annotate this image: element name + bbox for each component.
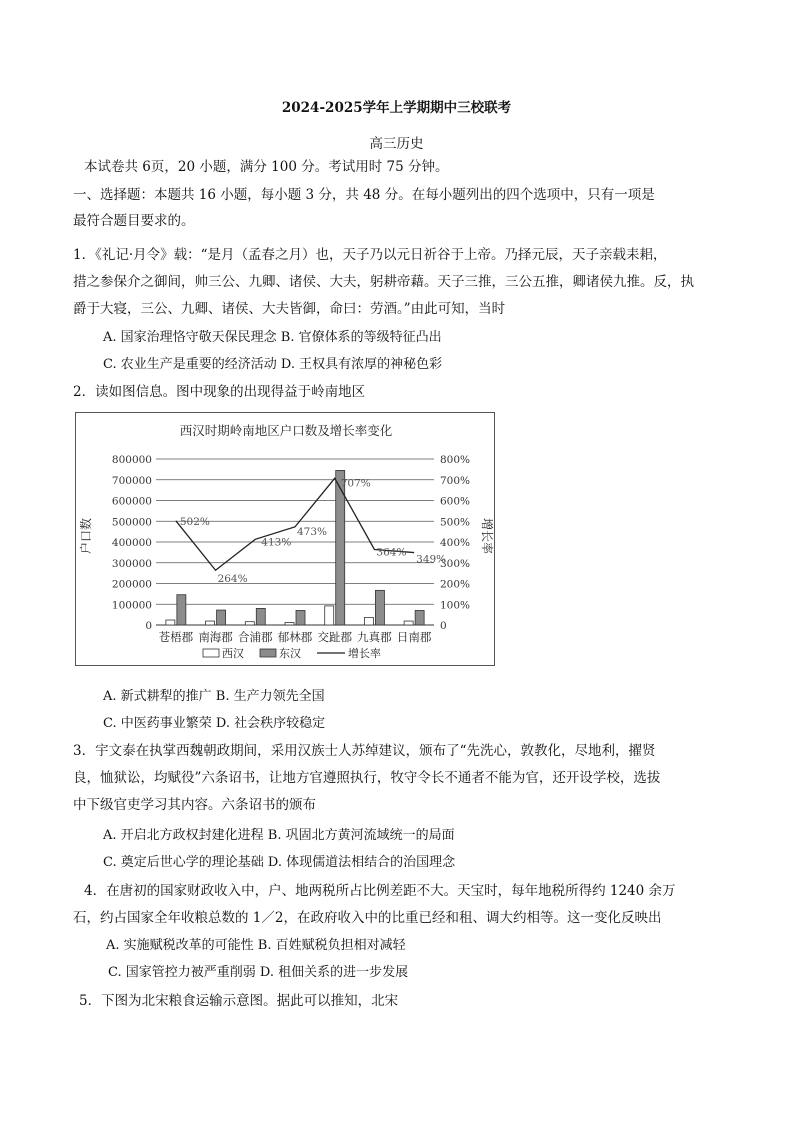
- q5-stem: 5．下图为北宋粮食运输示意图。据此可以推知，北宋: [79, 993, 399, 1009]
- chart-x-tick-label: 日南郡: [396, 630, 432, 644]
- chart-bar-west-han: [364, 618, 373, 625]
- chart-x-ticks: [159, 630, 432, 644]
- q1-stem-line3: 爵于大寝，三公、九卿、诸侯、大夫皆御，命曰：劳酒。”由此可知，当时: [73, 301, 506, 317]
- q3-stem-line1: 3．宇文泰在执掌西魏朝政期间，采用汉族士人苏绰建议，颁布了“先洗心，敦教化，尽地利，擢贤: [73, 743, 656, 759]
- chart-growth-data-label: 707%: [340, 477, 371, 490]
- chart-gridlines: [156, 459, 434, 625]
- chart-y2-tick-label: 100%: [440, 599, 471, 612]
- chart-y2-tick-label: 400%: [440, 537, 471, 549]
- chart-x-tick-label: 苍梧郡: [158, 630, 194, 644]
- chart-bar-east-han: [177, 595, 186, 625]
- chart-y-tick-label: 600000: [111, 495, 152, 508]
- chart-y2-tick-label: 700%: [440, 474, 471, 487]
- chart-growth-data-label: 473%: [297, 525, 328, 538]
- chart-bar-west-han: [166, 620, 175, 625]
- section-heading-line2: 最符合题目要求的。: [73, 213, 195, 229]
- legend-label-growth: 增长率: [348, 647, 381, 660]
- chart-growth-data-label: 349%: [416, 553, 447, 566]
- chart-x-tick-label: 九真郡: [357, 630, 392, 644]
- chart-y2-tick-label: 800%: [440, 454, 471, 466]
- chart-bar-west-han: [325, 606, 334, 625]
- q1-stem-line2: 措之参保介之御间，帅三公、九卿、诸侯、大夫，躬耕帝藉。天子三推，三公五推，卿诸侯九推。反，执: [73, 274, 694, 290]
- chart-bar-west-han: [245, 622, 254, 625]
- q2-stem: 2．读如图信息。图中现象的出现得益于岭南地区: [73, 384, 366, 400]
- chart-x-tick-label: 合浦郡: [238, 630, 273, 644]
- chart-y2-tick-label: 200%: [440, 578, 471, 591]
- chart-bar-west-han: [285, 623, 294, 625]
- chart-x-tick-label: 南海郡: [198, 630, 233, 644]
- chart-growth-data-label: 264%: [217, 573, 248, 586]
- chart-y-ticks: [112, 454, 152, 632]
- q3-stem-line2: 良，恤狱讼，均赋役”六条诏书，让地方官遵照执行，牧守令长不通者不能为官，还开设学校，选拔: [73, 770, 661, 786]
- chart-y-tick-label: 200000: [111, 578, 152, 591]
- subject-title: 高三历史: [369, 136, 424, 152]
- exam-title: 2024-2025学年上学期期中三校联考: [281, 100, 512, 116]
- chart-bar-west-han: [206, 621, 215, 625]
- q2-options-cd: C. 中医药事业繁荣 D. 社会秩序较稳定: [103, 716, 326, 731]
- chart-growth-data-label: 413%: [261, 536, 292, 549]
- chart-y-tick-label: 800000: [111, 454, 152, 466]
- q3-stem-line3: 中下级官吏学习其内容。六条诏书的颁布: [73, 797, 316, 813]
- chart-y2-tick-label: 0: [440, 620, 447, 632]
- chart-y-axis-label: 户口数: [79, 517, 93, 555]
- chart-y-tick-label: 300000: [111, 557, 152, 570]
- q2-options-ab: A. 新式耕犁的推广 B. 生产力领先全国: [103, 689, 325, 704]
- legend-label-west-han: 西汉: [222, 647, 244, 660]
- q1-stem-line1: 1．《礼记·月令》载：“是月（孟春之月）也，天子乃以元日祈谷于上帝。乃择元辰，天子亲载耒耜，: [73, 247, 667, 263]
- chart-y-tick-label: 500000: [111, 516, 152, 529]
- chart-y2-tick-label: 500%: [440, 516, 471, 529]
- chart-bar-east-han: [217, 610, 226, 625]
- q1-options-ab: A. 国家治理恪守敬天保民理念 B. 官僚体系的等级特征凸出: [103, 330, 442, 345]
- chart-y2-ticks: [440, 454, 470, 632]
- chart-bar-west-han: [404, 621, 413, 625]
- q3-options-cd: C. 奠定后世心学的理论基础 D. 体现儒道法相结合的治国理念: [103, 855, 456, 870]
- chart-bar-east-han: [415, 610, 424, 625]
- chart-y-tick-label: 700000: [111, 474, 152, 487]
- legend-swatch-east-han: [260, 649, 276, 657]
- chart-x-tick-label: 郁林郡: [277, 630, 313, 644]
- chart-y-tick-label: 0: [145, 620, 152, 632]
- q4-options-ab: A. 实施赋税改革的可能性 B. 百姓赋税负担相对减轻: [106, 938, 406, 953]
- chart-growth-data-label: 364%: [376, 546, 407, 559]
- chart-x-tick-label: 交趾郡: [317, 630, 352, 644]
- q4-stem-line2: 石，约占国家全年收粮总数的 1／2，在政府收入中的比重已经和租、调大约相等。这一变化反映出: [73, 910, 662, 926]
- legend-swatch-west-han: [203, 649, 219, 657]
- chart-title: 西汉时期岭南地区户口数及增长率变化: [179, 423, 393, 438]
- chart-y-tick-label: 400000: [111, 537, 152, 549]
- q4-options-cd: C. 国家管控力被严重削弱 D. 租佃关系的进一步发展: [108, 965, 409, 980]
- chart-svg: [76, 413, 494, 665]
- q1-options-cd: C. 农业生产是重要的经济活动 D. 王权具有浓厚的神秘色彩: [103, 357, 443, 372]
- chart-y-tick-label: 100000: [111, 599, 152, 612]
- chart-bar-east-han: [256, 608, 265, 625]
- q4-stem-line1: 4．在唐初的国家财政收入中，户、地两税所占比例差距不大。天宝时，每年地税所得约 1240 余万: [84, 883, 676, 899]
- chart-growth-line: [176, 477, 446, 585]
- chart-legend: [203, 646, 381, 660]
- chart-y2-tick-label: 600%: [440, 495, 471, 508]
- chart-bar-east-han: [375, 590, 384, 625]
- chart-y2-axis-label: 增长率: [480, 517, 494, 555]
- q3-options-ab: A. 开启北方政权封建化进程 B. 巩固北方黄河流域统一的局面: [103, 828, 455, 843]
- chart-growth-data-label: 502%: [179, 515, 210, 528]
- legend-label-east-han: 东汉: [279, 647, 301, 660]
- section-heading-line1: 一、选择题：本题共 16 小题，每小题 3 分，共 48 分。在每小题列出的四个选项中，只有一项是: [73, 187, 655, 203]
- chart-y2-tick-label: 300%: [440, 557, 471, 570]
- intro-text: 本试卷共 6页，20 小题，满分 100 分。考试用时 75 分钟。: [84, 159, 449, 175]
- chart-bar-east-han: [296, 610, 305, 625]
- population-chart: [75, 412, 495, 666]
